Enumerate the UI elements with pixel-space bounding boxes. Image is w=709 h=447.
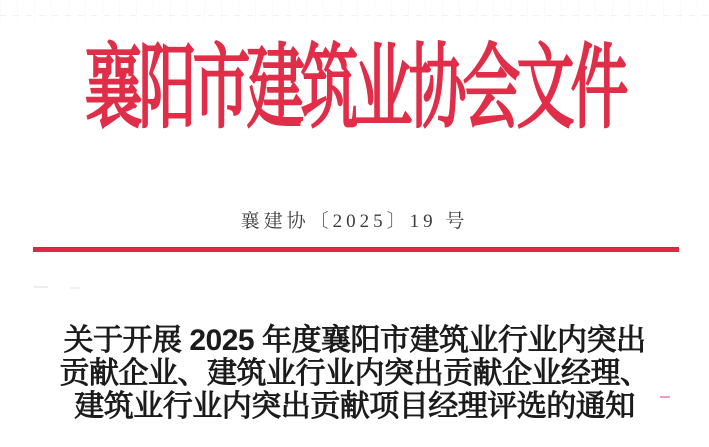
notice-title-line-3: 建筑业行业内突出贡献项目经理评选的通知 [74,390,635,423]
notice-title [0,324,709,423]
notice-title-line-1: 关于开展 2025 年度襄阳市建筑业行业内突出 [63,324,646,357]
notice-title-line-2: 贡献企业、建筑业行业内突出贡献企业经理、 [59,357,650,390]
scan-artifact-speck [34,286,48,288]
scan-artifact-band [0,0,709,22]
red-divider-line [33,247,679,252]
scan-artifact-dotline [0,15,709,16]
org-title: 襄阳市建筑业协会文件 [84,36,625,141]
scan-artifact-pink-dash [660,396,670,398]
doc-number: 襄建协〔2025〕19 号 [240,211,469,232]
scan-artifact-speck [70,287,80,289]
